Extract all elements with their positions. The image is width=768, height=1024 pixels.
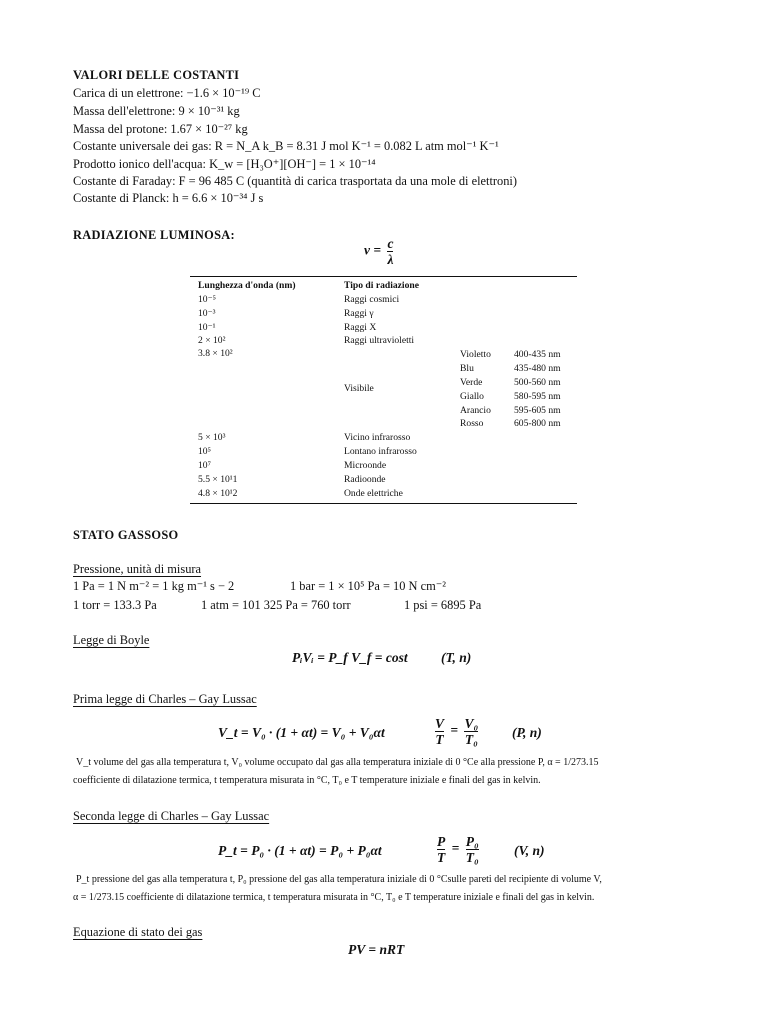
charles2-formula: P_t = P₀ · (1 + αt) = P₀ + P₀αt bbox=[218, 843, 382, 858]
table-cell-wavelength: 10⁵ bbox=[198, 446, 211, 457]
pressure-line: 1 Pa = 1 N m⁻² = 1 kg m⁻¹ s − 2 bbox=[73, 579, 235, 593]
color-name: Blu bbox=[460, 363, 474, 374]
color-name: Arancio bbox=[460, 405, 491, 416]
ratio-denominator: T₀ bbox=[465, 850, 479, 865]
formula-numerator: c bbox=[387, 236, 394, 251]
table-cell-wavelength: 10⁷ bbox=[198, 460, 211, 471]
table-cell-wavelength: 5.5 × 10¹1 bbox=[198, 474, 238, 485]
color-range: 500-560 nm bbox=[514, 377, 561, 388]
charles1-ratio bbox=[432, 716, 481, 747]
equals-sign: = bbox=[451, 840, 460, 856]
radiation-heading: RADIAZIONE LUMINOSA: bbox=[73, 228, 235, 242]
table-cell-type: Microonde bbox=[344, 460, 387, 471]
state-equation-title: Equazione di stato dei gas bbox=[73, 925, 203, 939]
formula-lhs: ν = bbox=[364, 242, 382, 258]
constant-line: Prodotto ionico dell'acqua: K_w = [H₃O⁺][OH⁻] = 1 × 10⁻¹⁴ bbox=[73, 157, 376, 171]
ratio-numerator: V bbox=[435, 716, 445, 731]
constant-line: Carica di un elettrone: −1.6 × 10⁻¹⁹ C bbox=[73, 86, 261, 100]
ratio-denominator: T bbox=[435, 732, 444, 747]
color-name: Rosso bbox=[460, 418, 484, 429]
table-cell-wavelength: 10⁻⁵ bbox=[198, 294, 217, 305]
color-range: 435-480 nm bbox=[514, 363, 561, 374]
table-bottom-rule bbox=[190, 503, 577, 504]
constants-heading: VALORI DELLE COSTANTI bbox=[73, 68, 240, 82]
ratio-denominator: T₀ bbox=[464, 732, 478, 747]
radiation-formula bbox=[364, 236, 396, 267]
table-cell-wavelength: 5 × 10³ bbox=[198, 432, 226, 443]
table-cell-wavelength: 4.8 × 10¹2 bbox=[198, 488, 238, 499]
table-cell-type: Raggi X bbox=[344, 322, 377, 333]
table-cell-type: Raggi γ bbox=[344, 308, 374, 319]
table-header-type: Tipo di radiazione bbox=[344, 280, 419, 291]
color-range: 580-595 nm bbox=[514, 391, 561, 402]
ratio-fraction bbox=[466, 834, 479, 865]
constant-line: Costante di Planck: h = 6.6 × 10⁻³⁴ J s bbox=[73, 191, 264, 205]
charles1-note: coefficiente di dilatazione termica, t temperatura misurata in °C, T₀ e T temperature iniziale e finali del gas in kelvin. bbox=[73, 775, 541, 786]
constant-line: Massa del protone: 1.67 × 10⁻²⁷ kg bbox=[73, 122, 248, 136]
table-cell-wavelength: 2 × 10² bbox=[198, 335, 226, 346]
ratio-numerator: P bbox=[437, 834, 446, 849]
table-cell-wavelength: 3.8 × 10² bbox=[198, 348, 233, 359]
charles2-ratio bbox=[434, 834, 482, 865]
table-cell-type: Raggi cosmici bbox=[344, 294, 400, 305]
formula-fraction bbox=[387, 236, 393, 267]
formula-denominator: λ bbox=[387, 252, 394, 267]
boyle-title: Legge di Boyle bbox=[73, 633, 150, 647]
constant-line: Costante di Faraday: F = 96 485 C (quantità di carica trasportata da una mole di elettroni) bbox=[73, 174, 517, 188]
color-range: 400-435 nm bbox=[514, 349, 561, 360]
pressure-title: Pressione, unità di misura bbox=[73, 562, 202, 576]
table-top-rule bbox=[190, 276, 577, 277]
state-equation-formula: PV = nRT bbox=[348, 942, 405, 957]
pressure-line: 1 torr = 133.3 Pa bbox=[73, 598, 157, 612]
constant-line: Massa dell'elettrone: 9 × 10⁻³¹ kg bbox=[73, 104, 240, 118]
charles2-note: P_t pressione del gas alla temperatura t, P₀ pressione del gas alla temperatura iniziale di 0 °Csulle pareti del recipiente di volume V, bbox=[76, 874, 602, 885]
table-cell-type: Lontano infrarosso bbox=[344, 446, 417, 457]
table-cell-wavelength: 10⁻³ bbox=[198, 308, 216, 319]
constant-line: Costante universale dei gas: R = N_A k_B = 8.31 J mol K⁻¹ = 0.082 L atm mol⁻¹ K⁻¹ bbox=[73, 139, 499, 153]
charles2-title: Seconda legge di Charles – Gay Lussac bbox=[73, 809, 270, 823]
color-range: 605-800 nm bbox=[514, 418, 561, 429]
charles1-formula: V_t = V₀ · (1 + αt) = V₀ + V₀αt bbox=[218, 725, 385, 740]
ratio-fraction bbox=[435, 716, 444, 747]
ratio-fraction bbox=[464, 716, 478, 747]
table-cell-type: Raggi ultravioletti bbox=[344, 335, 415, 346]
boyle-condition: (T, n) bbox=[441, 650, 472, 665]
table-cell-wavelength: 10⁻¹ bbox=[198, 322, 216, 333]
color-range: 595-605 nm bbox=[514, 405, 561, 416]
charles1-title: Prima legge di Charles – Gay Lussac bbox=[73, 692, 257, 706]
ratio-fraction bbox=[437, 834, 445, 865]
color-name: Giallo bbox=[460, 391, 484, 402]
charles2-note: α = 1/273.15 coefficiente di dilatazione termica, t temperatura misurata in °C, T₀ e T temperature iniziale e finali del gas in kelvin. bbox=[73, 892, 595, 903]
pressure-line: 1 psi = 6895 Pa bbox=[404, 598, 482, 612]
table-cell-type: Vicino infrarosso bbox=[344, 432, 411, 443]
pressure-line: 1 atm = 101 325 Pa = 760 torr bbox=[201, 598, 351, 612]
pressure-line: 1 bar = 1 × 10⁵ Pa = 10 N cm⁻² bbox=[290, 579, 446, 593]
table-cell-type: Radioonde bbox=[344, 474, 386, 485]
color-name: Violetto bbox=[460, 349, 491, 360]
equals-sign: = bbox=[450, 722, 459, 738]
charles2-condition: (V, n) bbox=[514, 843, 545, 858]
table-header-wavelength: Lunghezza d'onda (nm) bbox=[198, 280, 296, 291]
table-cell-type: Onde elettriche bbox=[344, 488, 403, 499]
charles1-note: V_t volume del gas alla temperatura t, V₀ volume occupato dal gas alla temperatura iniziale di 0 °Ce alla pressione P, α = 1/273.15 bbox=[76, 757, 599, 768]
ratio-denominator: T bbox=[437, 850, 446, 865]
boyle-formula: PᵢVᵢ = P_f V_f = cost bbox=[292, 650, 408, 665]
ratio-numerator: P₀ bbox=[465, 834, 479, 849]
charles1-condition: (P, n) bbox=[512, 725, 542, 740]
ratio-numerator: V₀ bbox=[464, 716, 479, 731]
table-cell-visible: Visibile bbox=[344, 383, 374, 394]
gas-heading: STATO GASSOSO bbox=[73, 528, 179, 542]
color-name: Verde bbox=[460, 377, 483, 388]
